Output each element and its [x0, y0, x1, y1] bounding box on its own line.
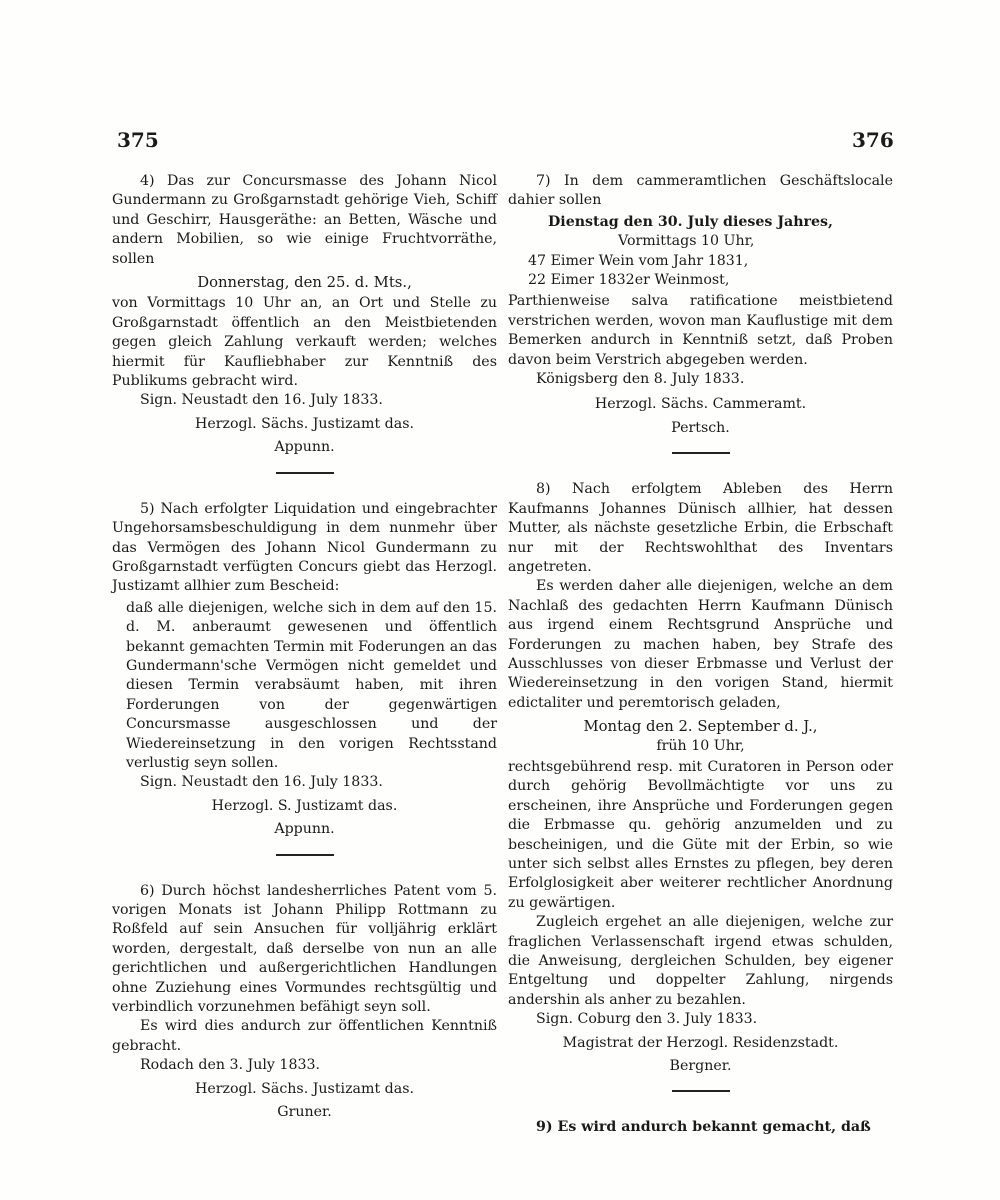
- notice-signature-line: Rodach den 3. July 1833.: [140, 1057, 321, 1074]
- notice-body-continued: von Vormittags 10 Uhr an, an Ort und Stelle zu Großgarnstadt öffentlich an den Meistbietenden gegen gleich Zahlung verkauft werden; welches hiermit für Kaufliebhaber zur Kenntniß des Publikums gebracht wird.: [112, 295, 497, 390]
- notice-4: [112, 172, 497, 458]
- notice-body-continued: daß alle diejenigen, welche sich in dem auf den 15. d. M. anberaumt gewesenen und öffentlich bekannt gemachten Termin mit Foderungen an das Gundermann'sche Vermögen nicht gemeldet und diesen Termin verabsäumt haben, mit ihren Forderungen von der gegenwärtigen Concursmasse ausgeschlossen und der Wiedereinsetzung in den vorigen Rechtsstand verlustig seyn sollen.: [126, 599, 497, 771]
- section-divider: [276, 854, 334, 856]
- notice-date-line: Dienstag den 30. July dieses Jahres,: [548, 213, 833, 230]
- notice-office: Magistrat der Herzogl. Residenzstadt.: [562, 1034, 839, 1051]
- section-divider: [672, 1090, 730, 1092]
- notice-9: [508, 1118, 893, 1137]
- notice-body-continued: Es werden daher alle diejenigen, welche an dem Nachlaß des gedachten Herrn Kaufmann Dünisch aus irgend einem Rechtsgrund Ansprüche und Forderungen zu machen haben, bey Strafe des Ausschlusses von dieser Erbmasse und Verlust der Wiedereinsetzung in den vorigen Stand, hiermit edictaliter und peremtorisch geladen,: [508, 578, 893, 711]
- notice-office: Herzogl. Sächs. Cammeramt.: [594, 396, 807, 413]
- notice-body-continued: rechtsgebührend resp. mit Curatoren in Person oder durch gehörig Bevollmächtigte vor uns zu erscheinen, ihre Ansprüche und Forderungen gegen die Erbmasse qu. gehörig anzumelden und zu bescheinigen, und die Güte mit der Erbin, so wie unter sich selbst alles Ernstes zu pflegen, bey deren Erfolglosigkeit aber weiterer rechtlicher Anordnung zu gewärtigen.: [508, 758, 893, 911]
- notice-body-continued: Zugleich ergehet an alle diejenigen, welche zur fraglichen Verlassenschaft irgend etwas schulden, die Anweisung, dergleichen Schulden, bey eigener Entgeltung und doppelter Zahlung, nirgends andershin als anher zu bezahlen.: [508, 914, 893, 1008]
- notice-office: Herzogl. Sächs. Justizamt das.: [194, 1080, 415, 1097]
- right-column: [508, 172, 893, 1138]
- notice-signature-line: Sign. Coburg den 3. July 1833.: [536, 1011, 758, 1028]
- notice-signatory: Pertsch.: [671, 419, 730, 436]
- notice-7: [508, 172, 893, 438]
- notice-date: Montag den 2. September d. J.,: [583, 718, 818, 736]
- notice-office: Herzogl. S. Justizamt das.: [211, 797, 398, 814]
- notice-body: 6) Durch höchst landesherrliches Patent vom 5. vorigen Monats ist Johann Philipp Rottmann zu Roßfeld auf sein Ansuchen für volljährig erklärt worden, dergestalt, daß derselbe von nun an alle gerichtlichen und außergerichtlichen Handlungen ohne Zuziehung eines Vormundes rechtsgültig und verbindlich vorzunehmen befähigt seyn soll.: [112, 882, 497, 1016]
- notice-signatory: Appunn.: [274, 821, 335, 838]
- notice-body-continued: Es wird dies andurch zur öffentlichen Kenntniß gebracht.: [112, 1018, 497, 1054]
- notice-item-line: 47 Eimer Wein vom Jahr 1831,: [528, 252, 749, 269]
- left-column: [112, 172, 497, 1122]
- notice-time-line: Vormittags 10 Uhr,: [618, 233, 755, 250]
- notice-signatory: Bergner.: [669, 1058, 732, 1075]
- section-divider: [672, 452, 730, 454]
- notice-body: 8) Nach erfolgtem Ableben des Herrn Kaufmanns Johannes Dünisch allhier, hat dessen Mutter, als nächste gesetzliche Erbin, die Erbschaft nur mit der Rechtswohlthat des Inventars angetreten.: [508, 481, 893, 575]
- notice-item-line: 22 Eimer 1832er Weinmost,: [528, 272, 730, 289]
- page-number-left: 375: [117, 128, 159, 152]
- notice-body: 5) Nach erfolgter Liquidation und eingebrachter Ungehorsamsbeschuldigung in dem nunmehr über das Vermögen des Johann Nicol Gundermann zu Großgarnstadt verfügten Concurs giebt das Herzogl. Justizamt allhier zum Bescheid:: [112, 500, 497, 595]
- notice-body: 9) Es wird andurch bekannt gemacht, daß: [536, 1119, 871, 1136]
- notice-signature-line: Königsberg den 8. July 1833.: [536, 371, 745, 388]
- notice-8: [508, 480, 893, 1076]
- notice-body-continued: Parthienweise salva ratificatione meistbietend verstrichen werden, wovon man Kauflustige mit dem Bemerken andurch in Kenntniß setzt, daß Proben davon beim Verstrich abgegeben werden.: [508, 293, 893, 368]
- notice-body: 4) Das zur Concursmasse des Johann Nicol Gundermann zu Großgarnstadt gehörige Vieh, Schiff und Geschirr, Hausgeräthe: an Betten, Wäsche und andern Mobilien, so wie einige Fruchtvorräthe, sollen: [112, 173, 497, 267]
- notice-signature-line: Sign. Neustadt den 16. July 1833.: [140, 392, 383, 409]
- page-number-right: 376: [852, 128, 894, 152]
- notice-6: [112, 882, 497, 1123]
- notice-date: Donnerstag, den 25. d. Mts.,: [197, 274, 412, 292]
- notice-office: Herzogl. Sächs. Justizamt das.: [194, 415, 415, 432]
- notice-signature-line: Sign. Neustadt den 16. July 1833.: [140, 774, 383, 791]
- notice-body: 7) In dem cammeramtlichen Geschäftslocale dahier sollen: [508, 173, 893, 209]
- section-divider: [276, 472, 334, 474]
- notice-time: früh 10 Uhr,: [656, 737, 745, 754]
- notice-5: [112, 500, 497, 840]
- notice-signatory: Appunn.: [274, 439, 335, 456]
- notice-signatory: Gruner.: [277, 1104, 332, 1121]
